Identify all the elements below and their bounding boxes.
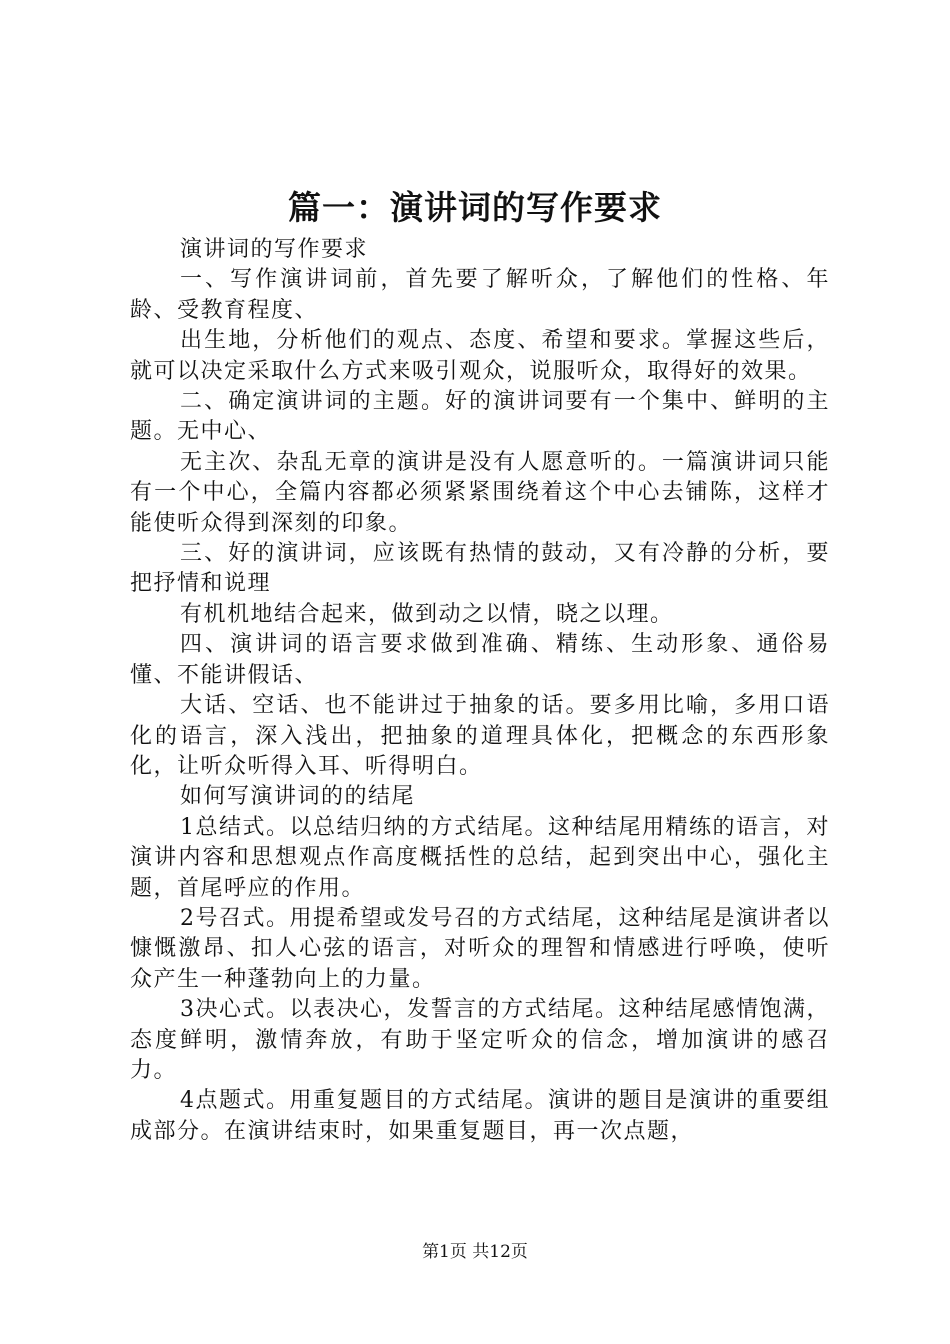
paragraph: 三、好的演讲词，应该既有热情的鼓动，又有冷静的分析，要把抒情和说理 <box>130 541 830 597</box>
paragraph: 大话、空话、也不能讲过于抽象的话。要多用比喻，多用口语化的语言，深入浅出，把抽象的道理具体化，把概念的东西形象化，让听众听得入耳、听得明白。 <box>130 693 830 779</box>
paragraph: 出生地，分析他们的观点、态度、希望和要求。掌握这些后，就可以决定采取什么方式来吸引观众，说服听众，取得好的效果。 <box>130 328 830 384</box>
paragraph: 4点题式。用重复题目的方式结尾。演讲的题目是演讲的重要组成部分。在演讲结束时，如果重复题目，再一次点题， <box>130 1088 830 1144</box>
paragraph: 演讲词的写作要求 <box>180 237 369 262</box>
page-indicator: 第1页 共12页 <box>422 1242 528 1262</box>
paragraph: 无主次、杂乱无章的演讲是没有人愿意听的。一篇演讲词只能有一个中心，全篇内容都必须紧紧围绕着这个中心去铺陈，这样才能使听众得到深刻的印象。 <box>130 449 830 536</box>
section-heading: 如何写演讲词的的结尾 <box>180 784 416 810</box>
document-title: 篇一：演讲词的写作要求 <box>288 188 662 227</box>
paragraph: 2号召式。用提希望或发号召的方式结尾，这种结尾是演讲者以慷慨激昂、扣人心弦的语言，对听众的理智和情感进行呼唤，使听众产生一种蓬勃向上的力量。 <box>130 905 830 992</box>
paragraph: 一、写作演讲词前，首先要了解听众，了解他们的性格、年龄、受教育程度、 <box>130 267 830 323</box>
paragraph: 1总结式。以总结归纳的方式结尾。这种结尾用精练的语言，对演讲内容和思想观点作高度概括性的总结，起到突出中心，强化主题，首尾呼应的作用。 <box>130 814 830 901</box>
paragraph: 3决心式。以表决心，发誓言的方式结尾。这种结尾感情饱满，态度鲜明，激情奔放，有助于坚定听众的信念，增加演讲的感召力。 <box>130 997 830 1083</box>
document-body <box>130 235 830 1147</box>
paragraph: 二、确定演讲词的主题。好的演讲词要有一个集中、鲜明的主题。无中心、 <box>130 389 830 445</box>
paragraph: 有机机地结合起来，做到动之以情，晓之以理。 <box>180 601 674 627</box>
paragraph: 四、演讲词的语言要求做到准确、精练、生动形象、通俗易懂、不能讲假话、 <box>130 632 830 688</box>
